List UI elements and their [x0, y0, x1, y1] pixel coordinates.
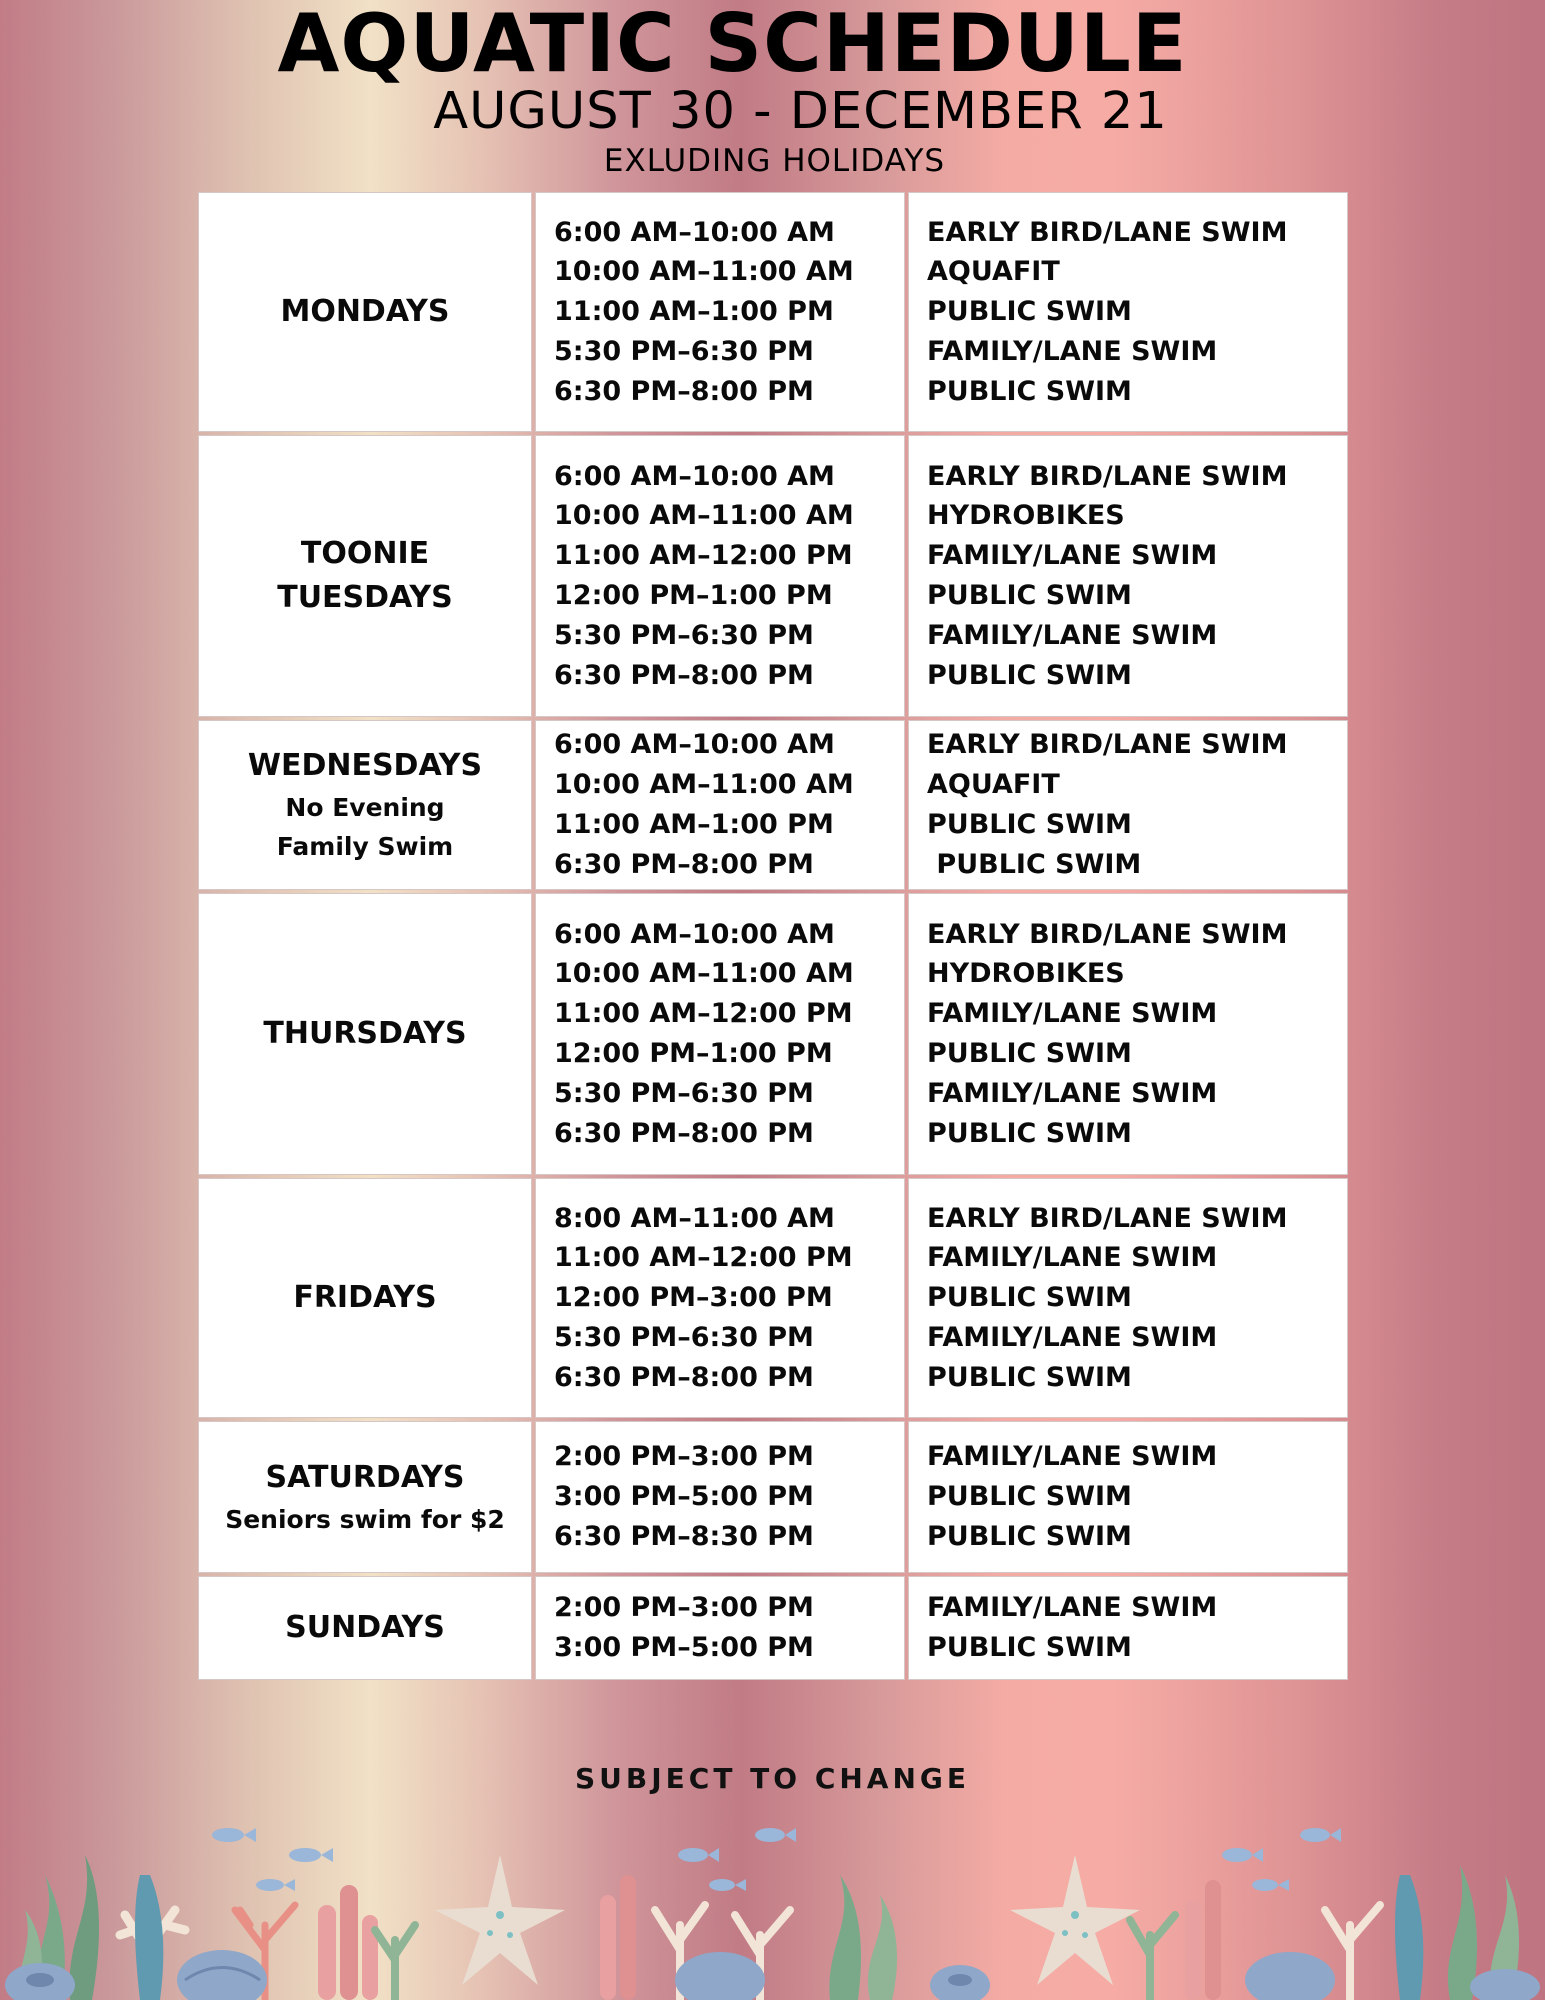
day-name: TOONIE: [300, 536, 430, 571]
day-name: TUESDAYS: [277, 580, 453, 615]
activities-cell: [908, 1421, 1348, 1573]
fish-icon: [212, 1828, 1341, 1891]
time-slot: 6:00 AM–10:00 AM: [554, 729, 835, 761]
activity: HYDROBIKES: [927, 500, 1125, 532]
activity: PUBLIC SWIM: [927, 848, 1142, 880]
activity: PUBLIC SWIM: [927, 1520, 1132, 1552]
coral-icon: [600, 1875, 897, 2000]
day-name: MONDAYS: [280, 294, 450, 329]
disclaimer: SUBJECT TO CHANGE: [574, 1762, 971, 1795]
activity: FAMILY/LANE SWIM: [927, 1441, 1218, 1473]
coral-reef-illustration: [0, 1815, 1545, 2000]
time-slot: 10:00 AM–11:00 AM: [554, 769, 854, 801]
day-name: THURSDAYS: [263, 1016, 467, 1051]
activities-cell: [908, 435, 1348, 717]
activity: PUBLIC SWIM: [927, 296, 1132, 328]
coral-icon: [120, 1885, 415, 2000]
starfish-icon: [435, 1855, 565, 1985]
activity: FAMILY/LANE SWIM: [927, 1077, 1218, 1109]
activity: FAMILY/LANE SWIM: [927, 1242, 1218, 1274]
time-slot: 6:30 PM–8:00 PM: [554, 1361, 814, 1393]
activity: PUBLIC SWIM: [927, 375, 1132, 407]
time-slot: 11:00 AM–12:00 PM: [554, 540, 853, 572]
activity: EARLY BIRD/LANE SWIM: [927, 918, 1288, 950]
time-slot: 10:00 AM–11:00 AM: [554, 958, 854, 990]
activities-cell: [908, 720, 1348, 890]
activity: EARLY BIRD/LANE SWIM: [927, 460, 1288, 492]
time-slot: 6:30 PM–8:00 PM: [554, 1117, 814, 1149]
day-note: No Evening: [285, 793, 445, 822]
time-slots-cell: [535, 720, 905, 890]
day-name: SUNDAYS: [285, 1610, 445, 1645]
day-note: Seniors swim for $2: [225, 1504, 505, 1534]
time-slot: 6:30 PM–8:00 PM: [554, 375, 814, 407]
time-slots-cell: [535, 192, 905, 432]
activity: PUBLIC SWIM: [927, 580, 1132, 611]
time-slots-cell: [535, 1421, 905, 1573]
activity: FAMILY/LANE SWIM: [927, 998, 1218, 1030]
activity: EARLY BIRD/LANE SWIM: [927, 216, 1288, 248]
time-slot: 5:30 PM–6:30 PM: [554, 335, 814, 367]
time-slot: 6:30 PM–8:00 PM: [554, 659, 814, 691]
activity: EARLY BIRD/LANE SWIM: [927, 1202, 1288, 1234]
time-slots-cell: [535, 435, 905, 717]
day-name: WEDNESDAYS: [247, 748, 483, 783]
time-slot: 2:00 PM–3:00 PM: [554, 1592, 814, 1624]
rock-icon: [135, 1875, 267, 2000]
day-cell: [198, 435, 532, 717]
date-range: AUGUST 30 - DECEMBER 21: [433, 82, 1168, 141]
activity: PUBLIC SWIM: [927, 1038, 1132, 1069]
activity: PUBLIC SWIM: [927, 1632, 1132, 1663]
time-slot: 6:30 PM–8:30 PM: [554, 1520, 814, 1552]
activity: FAMILY/LANE SWIM: [927, 619, 1218, 651]
activity: FAMILY/LANE SWIM: [927, 1321, 1218, 1353]
time-slot: 12:00 PM–3:00 PM: [554, 1282, 833, 1314]
activity: PUBLIC SWIM: [927, 1117, 1132, 1149]
day-note: Family Swim: [276, 832, 454, 861]
time-slot: 6:30 PM–8:00 PM: [554, 848, 814, 880]
activity: FAMILY/LANE SWIM: [927, 1592, 1218, 1624]
time-slot: 5:30 PM–6:30 PM: [554, 1077, 814, 1109]
coral-icon: [1130, 1865, 1540, 2000]
activity: PUBLIC SWIM: [927, 1361, 1132, 1393]
page-title: AQUATIC SCHEDULE: [277, 0, 1188, 90]
activity: HYDROBIKES: [927, 958, 1125, 990]
time-slot: 5:30 PM–6:30 PM: [554, 1321, 814, 1353]
day-cell: [198, 1421, 532, 1573]
starfish-icon: [1010, 1855, 1140, 1985]
activity: PUBLIC SWIM: [927, 1481, 1132, 1513]
day-cell: [198, 893, 532, 1175]
activity: PUBLIC SWIM: [927, 659, 1132, 691]
day-name: FRIDAYS: [293, 1280, 437, 1315]
schedule-table: [198, 192, 1348, 1680]
time-slot: 3:00 PM–5:00 PM: [554, 1481, 814, 1513]
activity: PUBLIC SWIM: [927, 1282, 1132, 1314]
time-slot: 8:00 AM–11:00 AM: [554, 1202, 835, 1234]
activity: AQUAFIT: [927, 769, 1060, 801]
time-slots-cell: [535, 893, 905, 1175]
activity: FAMILY/LANE SWIM: [927, 335, 1218, 367]
activities-cell: [908, 1576, 1348, 1680]
activity: PUBLIC SWIM: [927, 809, 1132, 840]
time-slot: 6:00 AM–10:00 AM: [554, 216, 835, 248]
time-slot: 5:30 PM–6:30 PM: [554, 619, 814, 651]
time-slot: 11:00 AM–1:00 PM: [554, 296, 834, 328]
time-slot: 6:00 AM–10:00 AM: [554, 460, 835, 492]
time-slots-cell: [535, 1178, 905, 1418]
time-slot: 10:00 AM–11:00 AM: [554, 256, 854, 288]
time-slot: 6:00 AM–10:00 AM: [554, 918, 835, 950]
holiday-note: EXLUDING HOLIDAYS: [603, 143, 946, 179]
activity: EARLY BIRD/LANE SWIM: [927, 729, 1288, 761]
activity: FAMILY/LANE SWIM: [927, 540, 1218, 572]
time-slot: 3:00 PM–5:00 PM: [554, 1632, 814, 1663]
activity: AQUAFIT: [927, 256, 1060, 288]
day-cell: [198, 192, 532, 432]
time-slot: 2:00 PM–3:00 PM: [554, 1441, 814, 1473]
time-slot: 11:00 AM–1:00 PM: [554, 809, 834, 840]
time-slot: 12:00 PM–1:00 PM: [554, 580, 833, 611]
time-slot: 12:00 PM–1:00 PM: [554, 1038, 833, 1069]
activities-cell: [908, 192, 1348, 432]
time-slot: 11:00 AM–12:00 PM: [554, 998, 853, 1030]
time-slots-cell: [535, 1576, 905, 1680]
activities-cell: [908, 1178, 1348, 1418]
time-slot: 11:00 AM–12:00 PM: [554, 1242, 853, 1274]
day-name: SATURDAYS: [265, 1459, 465, 1495]
activities-cell: [908, 893, 1348, 1175]
sponge-icon: [930, 1965, 990, 2000]
day-cell: [198, 1178, 532, 1418]
time-slot: 10:00 AM–11:00 AM: [554, 500, 854, 532]
day-cell: [198, 720, 532, 890]
day-cell: [198, 1576, 532, 1680]
